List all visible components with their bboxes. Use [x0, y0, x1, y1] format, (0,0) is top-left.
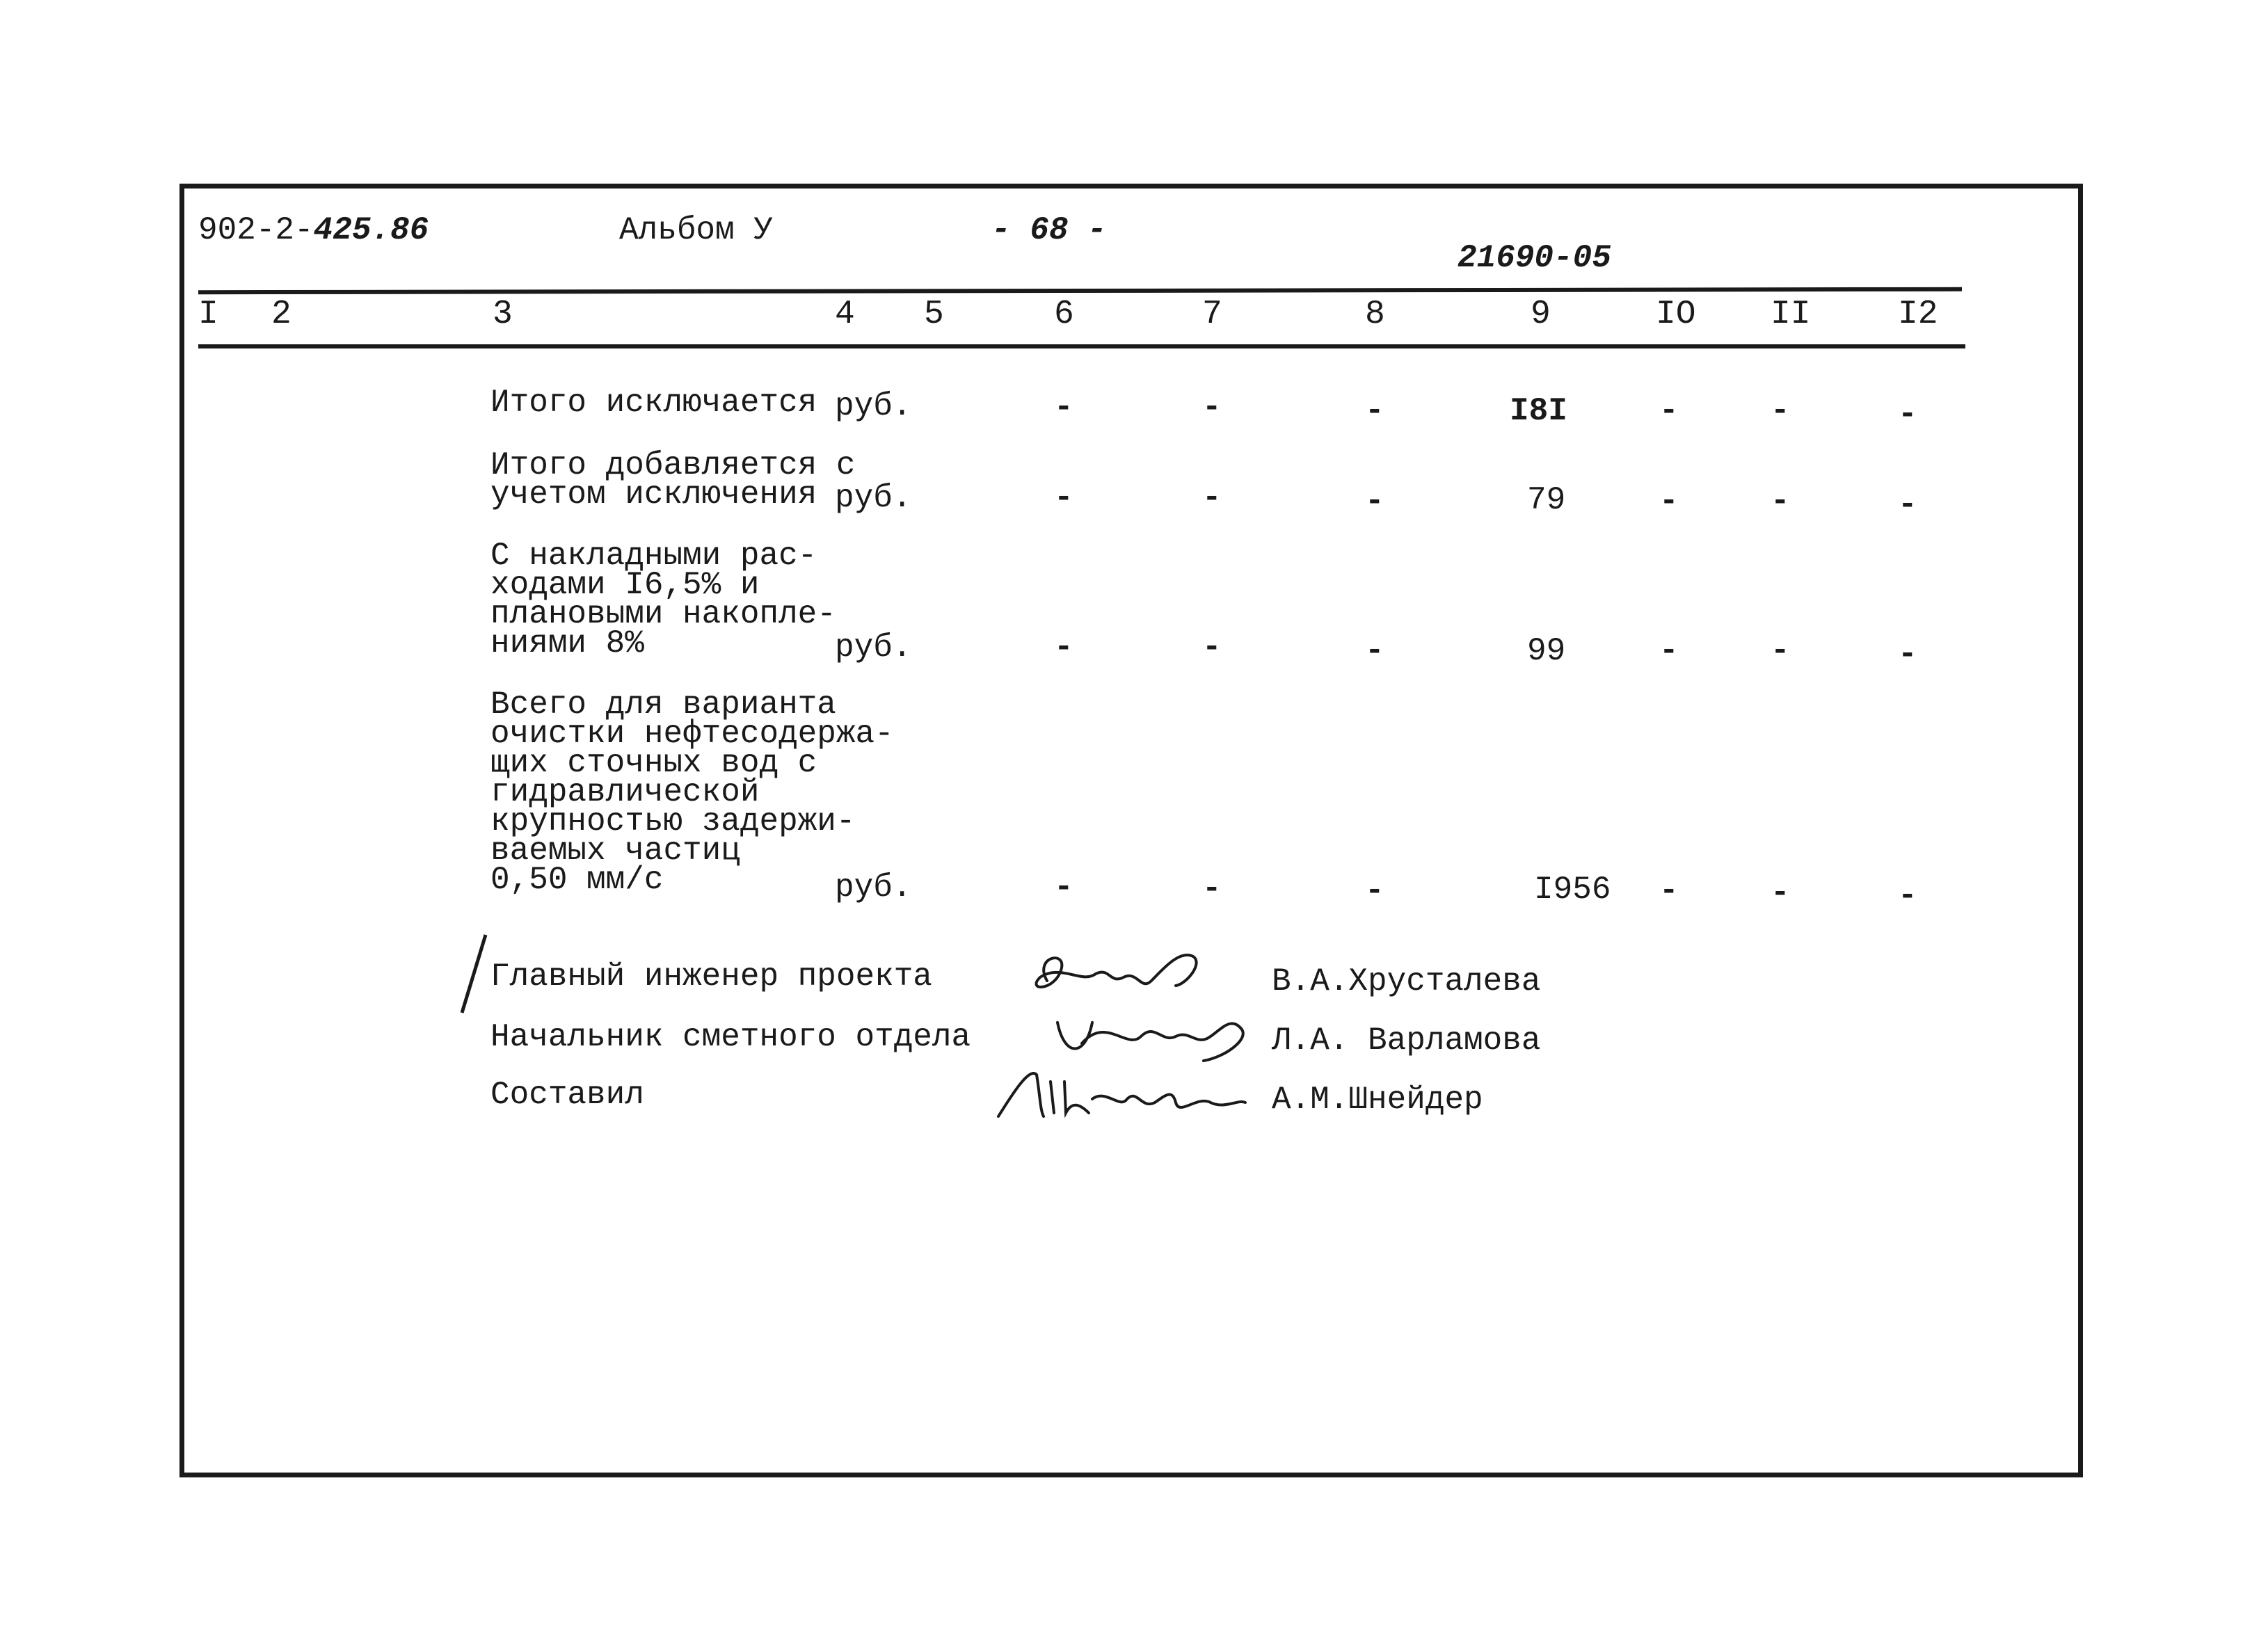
- row-2-c10: -: [1659, 483, 1679, 520]
- row-3-c11: -: [1771, 633, 1790, 669]
- row-1-c11: -: [1771, 393, 1790, 429]
- row-4-c7: -: [1202, 871, 1222, 907]
- row-1-c7: -: [1202, 390, 1222, 426]
- sig-title-compiler: Составил: [490, 1077, 644, 1113]
- row-3-c8: -: [1365, 633, 1384, 669]
- row-3-c10: -: [1659, 633, 1679, 669]
- row-3-unit: руб.: [835, 629, 912, 666]
- col-6: 6: [1054, 296, 1074, 333]
- row-1-unit: руб.: [835, 388, 912, 424]
- row-4-desc: Всего для варианта очистки нефтесодержа- щих сточных вод с гидравлической крупностью задержи- ваемых частиц 0,50 мм/с: [490, 687, 894, 898]
- signature-mark-3: [988, 1061, 1252, 1130]
- row-2-c12: -: [1898, 487, 1917, 523]
- col-5: 5: [924, 296, 944, 333]
- row-4-c10: -: [1659, 873, 1679, 909]
- row-2-c6: -: [1054, 480, 1073, 516]
- doc-code-suffix: 425.86: [313, 212, 429, 248]
- sig-title-estimate-head: Начальник сметного отдела: [490, 1019, 971, 1055]
- sig-name-chief-engineer: В.А.Хрусталева: [1272, 963, 1541, 1000]
- row-2-c11: -: [1771, 483, 1790, 520]
- row-2-unit: руб.: [835, 480, 912, 516]
- page-number: - 68 -: [991, 212, 1107, 248]
- col-1: I: [198, 296, 218, 333]
- row-2-desc: Итого добавляется с учетом исключения: [490, 447, 856, 513]
- doc-code-prefix: 902-2-: [198, 212, 314, 248]
- row-1-c10: -: [1659, 393, 1679, 429]
- row-4-c6: -: [1054, 869, 1073, 906]
- row-1-c12: -: [1898, 396, 1917, 433]
- row-1-c6: -: [1054, 390, 1073, 426]
- col-4: 4: [835, 296, 855, 333]
- sig-name-estimate-head: Л.А. Варламова: [1272, 1023, 1541, 1059]
- row-2-c8: -: [1365, 483, 1384, 520]
- sig-title-chief-engineer: Главный инженер проекта: [490, 959, 932, 995]
- header-rule-bottom: [198, 344, 1965, 348]
- page-frame: [179, 184, 2083, 1477]
- margin-slash-mark: [458, 932, 493, 1016]
- row-1-c9: I8I: [1510, 393, 1567, 429]
- album-label: Альбом У: [619, 212, 773, 248]
- signature-mark-1: [1019, 943, 1221, 1005]
- col-3: 3: [493, 296, 513, 333]
- col-9: 9: [1531, 296, 1551, 333]
- row-1-c8: -: [1365, 393, 1384, 429]
- row-3-c9: 99: [1527, 633, 1566, 669]
- row-4-c8: -: [1365, 873, 1384, 909]
- col-12: I2: [1898, 296, 1938, 333]
- doc-code: [198, 212, 429, 248]
- row-3-desc: С накладными рас- ходами I6,5% и плановыми накопле- ниями 8%: [490, 538, 836, 661]
- row-4-c11: -: [1771, 875, 1790, 911]
- row-3-c6: -: [1054, 629, 1073, 666]
- sig-name-compiler: А.М.Шнейдер: [1272, 1082, 1483, 1118]
- col-11: II: [1771, 296, 1811, 333]
- row-2-c7: -: [1202, 480, 1222, 516]
- col-8: 8: [1365, 296, 1385, 333]
- row-4-c12: -: [1898, 878, 1917, 914]
- row-2-c9: 79: [1527, 482, 1566, 518]
- col-7: 7: [1202, 296, 1222, 333]
- row-3-c12: -: [1898, 636, 1917, 673]
- col-2: 2: [271, 296, 292, 333]
- row-3-c7: -: [1202, 629, 1222, 666]
- row-1-desc: Итого исключается: [490, 385, 817, 421]
- col-10: IO: [1656, 296, 1696, 333]
- inventory-number: 21690-05: [1458, 240, 1611, 276]
- row-4-c9: I956: [1534, 872, 1611, 908]
- row-4-unit: руб.: [835, 869, 912, 906]
